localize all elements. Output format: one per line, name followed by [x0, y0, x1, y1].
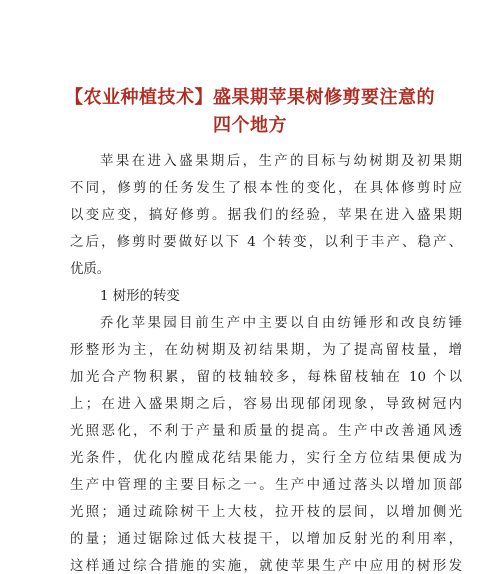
- section-heading: 1 树形的转变: [100, 289, 180, 304]
- document-title: [40, 84, 460, 140]
- title-line: 【农业种植技术】盛果期苹果树修剪要注意的: [65, 87, 435, 108]
- paragraph-line: 乔化苹果园目前生产中主要以自由纺锤形和改良纺锤: [100, 316, 462, 331]
- paragraph-line: 的量；通过锯除过低大枝提干，以增加反射光的利用率，: [70, 532, 462, 547]
- paragraph-line: 生产中管理的主要目标之一。生产中通过落头以增加顶部: [70, 478, 462, 493]
- paragraph-line: 光照恶化，不利于产量和质量的提高。生产中改善通风透: [70, 424, 462, 439]
- paragraph-line: 加光合产物积累，留的枝轴较多，每株留枝轴在 10 个以: [70, 370, 462, 385]
- paragraph-line: 光条件，优化内膛成花结果能力，实行全方位结果便成为: [70, 451, 462, 466]
- paragraph-line: 上；在进入盛果期之后，容易出现郁闭现象，导致树冠内: [70, 397, 462, 412]
- paragraph-line: 苹果在进入盛果期后，生产的目标与幼树期及初果期: [100, 154, 462, 169]
- paragraph-line: 光照；通过疏除树干上大枝，拉开枝的层间，以增加侧光: [70, 505, 462, 520]
- paragraph-line: 形整形为主，在幼树期及初结果期，为了提高留枝量，增: [70, 343, 462, 358]
- paragraph-line: 不同，修剪的任务发生了根本性的变化，在具体修剪时应: [70, 181, 462, 196]
- paragraph-line: 之后，修剪时要做好以下 4 个转变，以利于丰产、稳产、: [70, 235, 462, 250]
- title-line: 四个地方: [213, 115, 287, 136]
- paragraph-line: 以变应变，搞好修剪。据我们的经验，苹果在进入盛果期: [70, 208, 462, 223]
- paragraph-line: 这样通过综合措施的实施，就使苹果生产中应用的树形发: [70, 559, 462, 574]
- paragraph-line: 优质。: [70, 262, 111, 277]
